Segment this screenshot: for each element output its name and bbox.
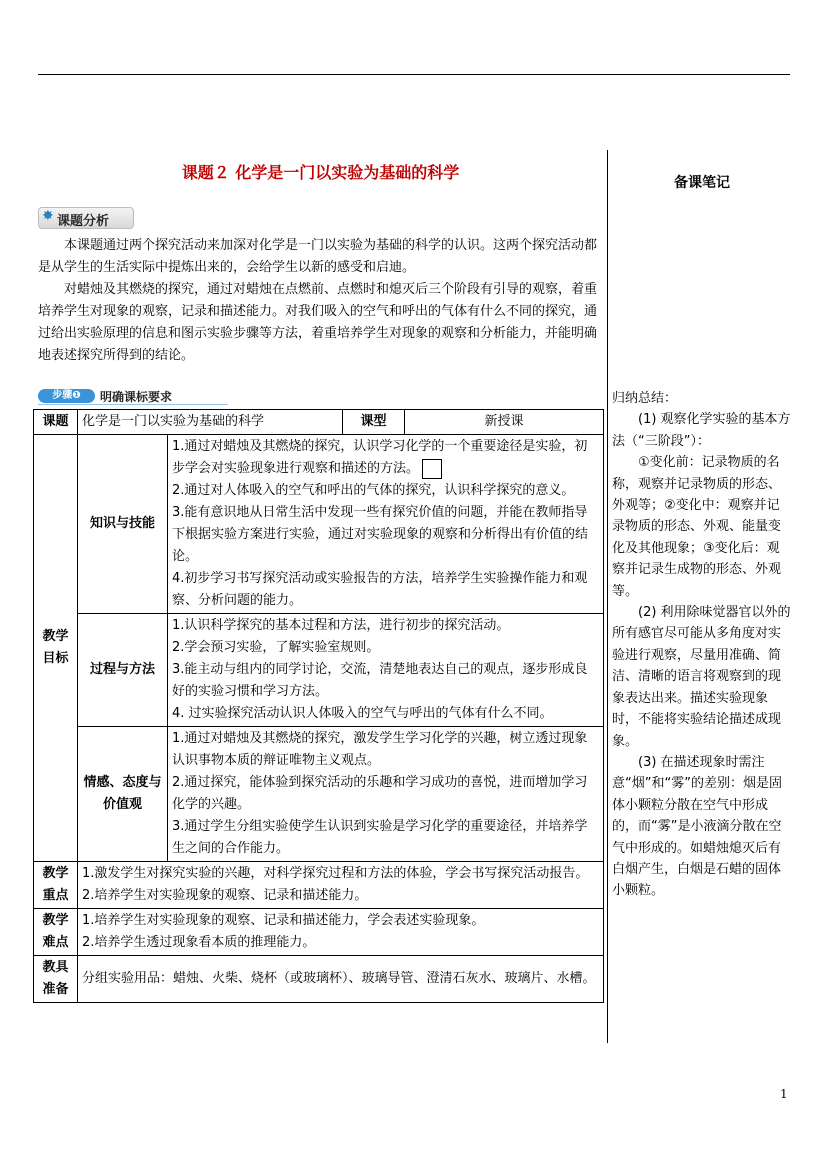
key-points-content bbox=[78, 862, 604, 909]
table-row bbox=[34, 862, 604, 909]
list-item: 2.通过探究，能体验到探究活动的乐趣和学习成功的喜悦，进而增加学习化学的兴趣。 bbox=[172, 775, 588, 812]
table-row bbox=[34, 956, 604, 1003]
intro-text bbox=[38, 235, 604, 367]
lesson-table bbox=[33, 409, 604, 1003]
topic-value: 化学是一门以实验为基础的科学 bbox=[78, 410, 343, 435]
emotion-label: 情感、态度与价值观 bbox=[78, 727, 168, 862]
process-label: 过程与方法 bbox=[78, 614, 168, 727]
table-row bbox=[34, 909, 604, 956]
note-paragraph: (2) 利用除味觉器官以外的所有感官尽可能从多角度对实验进行观察，尽量用准确、简洁、清晰的语言将观察到的现象表达出来。描述实验现象时，不能将实验结论描述成现象。 bbox=[612, 605, 791, 749]
step-badge bbox=[38, 389, 198, 405]
type-value: 新授课 bbox=[405, 410, 604, 435]
table-row bbox=[34, 435, 604, 614]
difficulty-content bbox=[78, 909, 604, 956]
step-label: 明确课标要求 bbox=[100, 390, 173, 404]
note-heading: 归纳总结： bbox=[612, 391, 678, 406]
step-underline bbox=[38, 404, 228, 405]
list-item: 2.通过对人体吸入的空气和呼出的气体的探究，认识科学探究的意义。 bbox=[172, 483, 575, 498]
header-rule bbox=[38, 74, 790, 75]
column-divider bbox=[607, 150, 608, 1043]
page-title: 课题２ 化学是一门以实验为基础的科学 bbox=[181, 163, 460, 182]
side-notes bbox=[612, 388, 792, 902]
list-item: 2.培养学生透过现象看本质的推理能力。 bbox=[82, 935, 316, 950]
list-item: 1.通过对蜡烛及其燃烧的探究，认识学习化学的一个重要途径是实验，初步学会对实验现象进行观察和描述的方法。 bbox=[172, 439, 588, 476]
table-row bbox=[34, 410, 604, 435]
type-label: 课型 bbox=[343, 410, 405, 435]
knowledge-label: 知识与技能 bbox=[78, 435, 168, 614]
list-item: 4. 过实验探究活动认识人体吸入的空气与呼出的气体有什么不同。 bbox=[172, 706, 553, 721]
emotion-content bbox=[168, 727, 604, 862]
difficulty-label: 教学难点 bbox=[34, 909, 78, 956]
list-item: 4.初步学习书写探究活动或实验报告的方法，培养学生实验操作能力和观察、分析问题的能力。 bbox=[172, 571, 588, 608]
tools-label: 教具准备 bbox=[34, 956, 78, 1003]
list-item: 3.能主动与组内的同学讨论，交流，清楚地表达自己的观点，逐步形成良好的实验习惯和学习方法。 bbox=[172, 662, 588, 699]
intro-paragraph: 本课题通过两个探究活动来加深对化学是一门以实验为基础的科学的认识。这两个探究活动都是从学生的生活实际中提炼出来的，会给学生以新的感受和启迪。 bbox=[38, 238, 598, 275]
list-item: 2.学会预习实验，了解实验室规则。 bbox=[172, 640, 380, 655]
checkbox[interactable] bbox=[422, 459, 442, 479]
goals-label: 教学目标 bbox=[34, 435, 78, 862]
notes-heading: 备课笔记 bbox=[674, 175, 730, 191]
intro-paragraph: 对蜡烛及其燃烧的探究，通过对蜡烛在点燃前、点燃时和熄灭后三个阶段有引导的观察，着重培养学生对现象的观察，记录和描述能力。对我们吸入的空气和呼出的气体有什么不同的探究，通过给出实验原理的信息和图示实验步骤等方法，着重培养学生对现象的观察和分析能力，并能明确地表述探究所得到的结论。 bbox=[38, 282, 598, 363]
list-item: 2.培养学生对实验现象的观察、记录和描述能力。 bbox=[82, 888, 368, 903]
section-badge-label: 课题分析 bbox=[57, 214, 110, 229]
key-points-label: 教学重点 bbox=[34, 862, 78, 909]
section-badge bbox=[38, 207, 134, 229]
list-item: 3.通过学生分组实验使学生认识到实验是学习化学的重要途径，并培养学生之间的合作能力。 bbox=[172, 819, 588, 856]
tools-content: 分组实验用品：蜡烛、火柴、烧杯（或玻璃杯）、玻璃导管、澄清石灰水、玻璃片、水槽。 bbox=[78, 956, 604, 1003]
note-paragraph: ①变化前：记录物质的名称，观察并记录物质的形态、外观等；②变化中：观察并记录物质的形态、外观、能量变化及其他现象；③变化后：观察并记录生成物的形态、外观等。 bbox=[612, 455, 782, 599]
sparkle-icon: ✸ bbox=[42, 208, 54, 224]
step-pill: 步骤❶ bbox=[38, 389, 95, 403]
list-item: 1.激发学生对探究实验的兴趣，对科学探究过程和方法的体验，学会书写探究活动报告。 bbox=[82, 866, 589, 881]
list-item: 1.培养学生对实验现象的观察、记录和描述能力，学会表述实验现象。 bbox=[82, 913, 485, 928]
knowledge-content bbox=[168, 435, 604, 614]
list-item: 1.认识科学探究的基本过程和方法，进行初步的探究活动。 bbox=[172, 618, 510, 633]
list-item: 3.能有意识地从日常生活中发现一些有探究价值的问题，并能在教师指导下根据实验方案进行实验，通过对实验现象的观察和分析得出有价值的结论。 bbox=[172, 505, 589, 564]
note-paragraph: (1) 观察化学实验的基本方法（“三阶段”）： bbox=[612, 412, 791, 449]
table-row bbox=[34, 727, 604, 862]
process-content bbox=[168, 614, 604, 727]
list-item: 1.通过对蜡烛及其燃烧的探究，激发学生学习化学的兴趣，树立透过现象认识事物本质的辩证唯物主义观点。 bbox=[172, 731, 588, 768]
note-paragraph: (3) 在描述现象时需注意“烟”和“雾”的差别：烟是固体小颗粒分散在空气中形成的，而“雾”是小液滴分散在空气中形成的。如蜡烛熄灭后有白烟产生，白烟是石蜡的固体小颗粒。 bbox=[612, 754, 782, 899]
table-row bbox=[34, 614, 604, 727]
page-number: 1 bbox=[780, 1087, 788, 1101]
topic-label: 课题 bbox=[34, 410, 78, 435]
